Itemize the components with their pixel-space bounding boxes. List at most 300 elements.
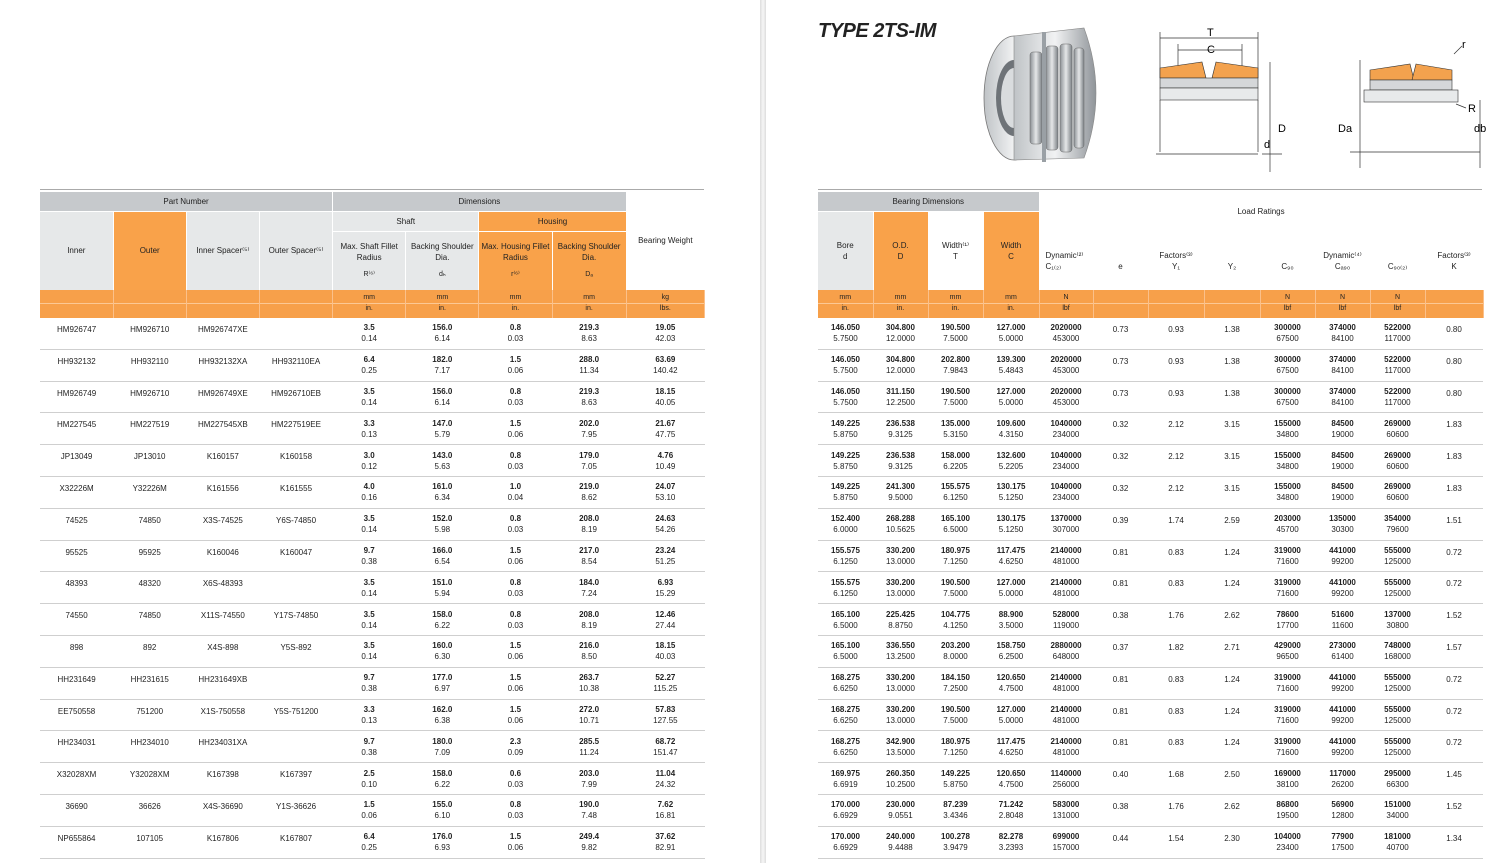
dynamic-c90-metric: 429000 [1274, 641, 1301, 651]
inner-spacer: X4S-898 [186, 635, 259, 667]
dynamic-ca90-metric: 441000 [1329, 673, 1356, 683]
dynamic-c90-2 [1370, 413, 1425, 445]
dynamic-ca90 [1315, 604, 1370, 636]
unit-imperial [187, 303, 259, 304]
dynamic-c1-imperial: 648000 [1052, 652, 1080, 662]
dynamic-ca90-metric: 374000 [1329, 323, 1356, 333]
bore [818, 826, 873, 858]
dynamic-ca90-imperial: 19000 [1331, 461, 1354, 471]
outer-part-number: Y32028XM [113, 763, 186, 795]
bore-metric: 165.100 [831, 609, 860, 619]
housing-fillet-radius [479, 318, 552, 350]
outer-diameter [873, 413, 928, 445]
width-t-imperial: 7.1250 [943, 747, 968, 757]
width-t [928, 445, 983, 477]
factor-e: 0.39 [1093, 508, 1148, 540]
table-row [818, 667, 1483, 699]
outer-diameter-metric: 236.538 [886, 450, 915, 460]
outer-diameter [873, 540, 928, 572]
outer-diameter-imperial: 13.0000 [886, 715, 915, 725]
housing-fillet-radius-imperial: 0.06 [507, 684, 524, 694]
dynamic-c1-imperial: 234000 [1052, 493, 1080, 503]
dynamic-c90-metric: 300000 [1274, 323, 1301, 333]
group-housing: Housing [479, 212, 626, 232]
housing-fillet-radius [479, 540, 552, 572]
label-T: T [1207, 27, 1214, 39]
housing-backing-diameter-imperial: 8.63 [581, 334, 597, 344]
unit-imperial: in. [818, 303, 873, 314]
inner-spacer: K161556 [186, 476, 259, 508]
width-c-imperial: 4.3150 [998, 429, 1024, 439]
width-t-imperial: 7.5000 [943, 397, 968, 407]
factor-k: 0.72 [1425, 667, 1483, 699]
outer-part-number: Y32226M [113, 476, 186, 508]
dynamic-ca90-imperial: 11600 [1331, 620, 1354, 630]
width-t-metric: 165.100 [941, 514, 970, 524]
housing-backing-diameter [552, 763, 626, 795]
group-dimensions: Dimensions [333, 192, 627, 212]
bore-imperial: 5.8750 [833, 461, 858, 471]
dynamic-c1-metric: 1040000 [1050, 482, 1082, 492]
factor-e: 0.40 [1093, 763, 1148, 795]
outer-part-number: 74850 [113, 508, 186, 540]
bearing-weight-imperial: 16.81 [655, 811, 676, 821]
width-t-metric: 180.975 [941, 736, 970, 746]
dynamic-ca90 [1315, 508, 1370, 540]
dynamic-c1-metric: 2140000 [1050, 736, 1082, 746]
factor-y1: 0.93 [1148, 318, 1204, 350]
shaft-backing-diameter [406, 349, 479, 381]
inner-part-number: X32226M [40, 476, 113, 508]
shaft-fillet-radius [333, 349, 406, 381]
table-row [818, 699, 1483, 731]
housing-backing-diameter-metric: 208.0 [579, 514, 600, 524]
outer-diameter [873, 794, 928, 826]
inner-spacer: HM227545XB [186, 413, 259, 445]
width-t-imperial: 6.2205 [943, 461, 968, 471]
shaft-backing-diameter-imperial: 6.14 [434, 397, 451, 407]
bore-imperial: 6.0000 [833, 525, 858, 535]
unit-cell [1370, 290, 1425, 318]
units-row [818, 290, 1483, 318]
dynamic-c1 [1039, 476, 1093, 508]
shaft-fillet-radius [333, 476, 406, 508]
unit-cell [1148, 290, 1204, 318]
group-factors-2: Factors⁽³⁾ [1437, 250, 1471, 260]
width-t-metric: 100.278 [941, 832, 970, 842]
table-row [40, 572, 705, 604]
dynamic-c1-metric: 2020000 [1050, 355, 1082, 365]
outer-diameter [873, 318, 928, 350]
dynamic-c1-imperial: 234000 [1052, 429, 1080, 439]
inner-part-number: HM227545 [40, 413, 113, 445]
housing-backing-diameter [552, 635, 626, 667]
dynamic-c90-2-metric: 555000 [1384, 577, 1411, 587]
shaft-fillet-radius-imperial: 0.14 [361, 652, 377, 662]
dynamic-c90 [1260, 381, 1315, 413]
factor-y2: 1.38 [1204, 349, 1260, 381]
width-t-metric: 202.800 [941, 355, 970, 365]
housing-fillet-radius-imperial: 0.03 [507, 779, 524, 789]
bearing-weight-metric: 24.07 [655, 482, 676, 492]
factor-e: 0.81 [1093, 540, 1148, 572]
outer-diameter-imperial: 8.8750 [888, 620, 913, 630]
unit-imperial: in. [333, 303, 405, 314]
col-symbol: R⁽⁶⁾ [363, 271, 375, 279]
housing-fillet-radius-imperial: 0.06 [507, 366, 524, 376]
factor-y1: 1.82 [1148, 635, 1204, 667]
width-c-imperial: 4.7500 [998, 779, 1024, 789]
housing-fillet-radius-metric: 1.0 [509, 482, 522, 492]
table-row [40, 445, 705, 477]
shaft-backing-diameter-imperial: 6.22 [434, 620, 451, 630]
bearing-weight [626, 794, 704, 826]
width-t-metric: 190.500 [941, 704, 970, 714]
width-c-imperial: 5.0000 [998, 397, 1024, 407]
factor-y1: 0.83 [1148, 572, 1204, 604]
units-row [40, 290, 705, 318]
width-c-imperial: 5.0000 [998, 715, 1024, 725]
table-row [40, 826, 705, 858]
housing-fillet-radius-imperial: 0.06 [507, 556, 524, 566]
outer-diameter-imperial: 12.0000 [886, 334, 915, 344]
bore [818, 731, 873, 763]
col-outer-spacer [259, 212, 332, 290]
factor-y1: 1.76 [1148, 604, 1204, 636]
width-t [928, 572, 983, 604]
group-shaft: Shaft [333, 212, 479, 232]
shaft-backing-diameter [406, 826, 479, 858]
dynamic-ca90-imperial: 17500 [1331, 843, 1354, 853]
bearing-weight-metric: 7.62 [657, 800, 674, 810]
bearing-weight-imperial: 115.25 [653, 684, 678, 694]
width-c-metric: 127.000 [996, 704, 1026, 714]
bearing-weight-imperial: 10.49 [655, 461, 676, 471]
housing-backing-diameter-metric: 249.4 [579, 832, 600, 842]
width-t-imperial: 6.1250 [943, 493, 968, 503]
dynamic-ca90-metric: 51600 [1331, 609, 1354, 619]
dynamic-c1-imperial: 119000 [1052, 620, 1080, 630]
housing-backing-diameter [552, 794, 626, 826]
dynamic-c90-2 [1370, 699, 1425, 731]
shaft-fillet-radius-imperial: 0.38 [361, 556, 377, 566]
outer-part-number: HH231615 [113, 667, 186, 699]
dynamic-c90-imperial: 67500 [1276, 397, 1299, 407]
outer-diameter [873, 731, 928, 763]
dynamic-c1-metric: 2020000 [1050, 323, 1082, 333]
width-c-imperial: 5.2205 [998, 461, 1024, 471]
housing-fillet-radius-metric: 0.8 [509, 609, 522, 619]
dynamic-c90-imperial: 19500 [1276, 811, 1299, 821]
housing-backing-diameter-metric: 203.0 [579, 768, 600, 778]
dynamic-c90-imperial: 96500 [1276, 652, 1299, 662]
unit-metric: mm [839, 294, 852, 301]
outer-part-number: 74850 [113, 604, 186, 636]
width-t-metric: 155.575 [941, 482, 970, 492]
housing-fillet-radius [479, 826, 552, 858]
dynamic-ca90-metric: 56900 [1331, 800, 1354, 810]
dynamic-c90-2-metric: 748000 [1384, 641, 1411, 651]
inner-part-number: 36690 [40, 794, 113, 826]
bearing-weight [626, 667, 704, 699]
factor-y1: 0.83 [1148, 540, 1204, 572]
housing-backing-diameter-metric: 263.7 [579, 673, 600, 683]
inner-part-number: JP13049 [40, 445, 113, 477]
table-row [818, 476, 1483, 508]
dynamic-c90-2-imperial: 125000 [1384, 556, 1411, 566]
housing-fillet-radius-metric: 1.5 [509, 673, 522, 683]
housing-backing-diameter-imperial: 7.48 [581, 811, 597, 821]
dynamic-c90-2 [1370, 604, 1425, 636]
dynamic-ca90 [1315, 413, 1370, 445]
width-t [928, 604, 983, 636]
width-t-metric: 158.000 [941, 450, 970, 460]
shaft-fillet-radius [333, 667, 406, 699]
table-row [40, 508, 705, 540]
bearing-weight-imperial: 53.10 [655, 493, 676, 503]
housing-backing-diameter-imperial: 8.19 [581, 525, 597, 535]
dynamic-c90 [1260, 794, 1315, 826]
dynamic-c90-metric: 319000 [1274, 673, 1301, 683]
factor-y1: 0.83 [1148, 699, 1204, 731]
housing-backing-diameter [552, 413, 626, 445]
bore-imperial: 6.6250 [833, 715, 858, 725]
bearing-weight [626, 318, 704, 350]
housing-fillet-radius-metric: 1.5 [509, 418, 522, 428]
dynamic-c90-2-metric: 269000 [1384, 450, 1411, 460]
width-t [928, 731, 983, 763]
bearing-section-diagram-2 [1330, 40, 1490, 180]
label-C: C [1207, 44, 1215, 56]
group-factors-1: Factors⁽³⁾ [1159, 250, 1193, 260]
dynamic-c1-imperial: 453000 [1052, 397, 1080, 407]
bearing-weight-imperial: 40.05 [655, 397, 676, 407]
col-symbol: d [843, 251, 848, 261]
unit-metric: mm [509, 294, 522, 301]
housing-fillet-radius-imperial: 0.06 [507, 843, 524, 853]
factor-y1: 0.93 [1148, 349, 1204, 381]
housing-fillet-radius [479, 699, 552, 731]
col-od [873, 212, 928, 290]
outer-diameter-metric: 260.350 [886, 768, 915, 778]
table-row [818, 763, 1483, 795]
dynamic-c90-2 [1370, 794, 1425, 826]
shaft-fillet-radius-imperial: 0.14 [361, 334, 377, 344]
bearing-weight [626, 604, 704, 636]
width-c [983, 349, 1039, 381]
bore [818, 381, 873, 413]
inner-part-number: HH234031 [40, 731, 113, 763]
bearing-weight-metric: 12.46 [655, 609, 676, 619]
width-t [928, 540, 983, 572]
dynamic-c90-metric: 203000 [1274, 514, 1301, 524]
housing-backing-diameter-imperial: 10.71 [579, 715, 600, 725]
outer-spacer: Y17S-74850 [259, 604, 332, 636]
label-r: r [1462, 40, 1466, 51]
width-c [983, 731, 1039, 763]
housing-backing-diameter-metric: 179.0 [579, 450, 600, 460]
housing-backing-diameter-imperial: 7.95 [581, 429, 597, 439]
inner-part-number: HH231649 [40, 667, 113, 699]
shaft-backing-diameter-metric: 176.0 [432, 832, 453, 842]
shaft-fillet-radius-metric: 3.5 [363, 641, 375, 651]
unit-metric: mm [583, 294, 595, 301]
width-c-imperial: 5.1250 [998, 493, 1024, 503]
shaft-backing-diameter-imperial: 6.10 [434, 811, 451, 821]
col-symbol: Cₐ₉₀ [1334, 261, 1351, 271]
dynamic-c90-2-imperial: 125000 [1384, 715, 1411, 725]
width-t [928, 381, 983, 413]
col-c90-2 [1370, 232, 1425, 290]
dynamic-ca90-metric: 441000 [1329, 736, 1356, 746]
housing-backing-diameter-metric: 184.0 [579, 577, 600, 587]
housing-fillet-radius [479, 349, 552, 381]
dynamic-c90-2-imperial: 117000 [1384, 334, 1411, 344]
col-label: Inner Spacer⁽⁵⁾ [196, 246, 250, 256]
outer-spacer: K161555 [259, 476, 332, 508]
factor-k: 1.34 [1425, 826, 1483, 858]
shaft-backing-diameter [406, 572, 479, 604]
unit-imperial: in. [406, 303, 478, 314]
table-row [818, 826, 1483, 858]
dynamic-c90-imperial: 38100 [1276, 779, 1299, 789]
unit-imperial: in. [984, 303, 1039, 314]
dynamic-ca90 [1315, 572, 1370, 604]
table-row [818, 381, 1483, 413]
width-c [983, 445, 1039, 477]
label-R: R [1468, 103, 1476, 115]
dynamic-c1-imperial: 481000 [1052, 747, 1080, 757]
dynamic-c90-2-metric: 522000 [1384, 323, 1411, 333]
width-c [983, 540, 1039, 572]
dynamic-ca90-metric: 441000 [1329, 704, 1356, 714]
shaft-backing-diameter [406, 413, 479, 445]
dynamic-c90-2 [1370, 349, 1425, 381]
outer-diameter [873, 667, 928, 699]
inner-part-number: 74550 [40, 604, 113, 636]
housing-fillet-radius-metric: 1.5 [509, 545, 522, 555]
outer-diameter-imperial: 9.3125 [888, 429, 913, 439]
unit-cell [333, 290, 406, 318]
housing-fillet-radius [479, 731, 552, 763]
dynamic-c90 [1260, 604, 1315, 636]
unit-imperial: lbf [1371, 303, 1425, 314]
factor-y1: 1.68 [1148, 763, 1204, 795]
bore [818, 508, 873, 540]
bearing-weight-imperial: 127.55 [653, 715, 678, 725]
dynamic-ca90-metric: 273000 [1329, 641, 1356, 651]
factor-e: 0.73 [1093, 349, 1148, 381]
dynamic-c90 [1260, 540, 1315, 572]
bore [818, 540, 873, 572]
dynamic-c90-2 [1370, 381, 1425, 413]
dynamic-c90-imperial: 67500 [1276, 366, 1299, 376]
outer-diameter-imperial: 13.0000 [886, 588, 915, 598]
dynamic-ca90-imperial: 99200 [1331, 588, 1354, 598]
dynamic-ca90-metric: 84500 [1331, 418, 1354, 428]
shaft-fillet-radius-metric: 3.5 [363, 514, 375, 524]
table-row [818, 604, 1483, 636]
outer-part-number: 36626 [113, 794, 186, 826]
label-Da: Da [1338, 123, 1353, 135]
dynamic-c90-2-metric: 555000 [1384, 704, 1411, 714]
dynamic-c1 [1039, 381, 1093, 413]
outer-diameter-metric: 225.425 [886, 609, 915, 619]
factor-y2: 1.24 [1204, 540, 1260, 572]
bearing-weight-metric: 24.63 [655, 514, 676, 524]
outer-spacer [259, 318, 332, 350]
housing-fillet-radius-metric: 1.5 [509, 704, 522, 714]
housing-backing-diameter-metric: 190.0 [579, 800, 600, 810]
bore-metric: 165.100 [831, 641, 860, 651]
col-label: Bearing Weight [638, 236, 693, 246]
shaft-fillet-radius [333, 445, 406, 477]
outer-part-number: 751200 [113, 699, 186, 731]
dynamic-ca90-imperial: 26200 [1331, 779, 1354, 789]
dynamic-c90-2-imperial: 60600 [1386, 461, 1409, 471]
housing-backing-diameter [552, 381, 626, 413]
housing-backing-diameter [552, 445, 626, 477]
col-y1 [1148, 232, 1204, 290]
group-dynamic-1: Dynamic⁽²⁾ [1045, 250, 1084, 260]
dynamic-c90-2-metric: 555000 [1384, 545, 1411, 555]
factor-y1: 1.76 [1148, 794, 1204, 826]
table-row [818, 635, 1483, 667]
factor-y2: 3.15 [1204, 476, 1260, 508]
inner-part-number: NP655864 [40, 826, 113, 858]
table-row [40, 413, 705, 445]
width-t [928, 826, 983, 858]
dynamic-c90-2-metric: 269000 [1384, 418, 1411, 428]
unit-cell [186, 290, 259, 318]
width-c-metric: 120.650 [996, 768, 1026, 778]
outer-diameter-imperial: 13.0000 [886, 556, 915, 566]
outer-diameter-metric: 330.200 [886, 577, 915, 587]
bearing-weight [626, 508, 704, 540]
inner-spacer: X11S-74550 [186, 604, 259, 636]
unit-imperial: in. [929, 303, 983, 314]
width-c [983, 604, 1039, 636]
table-row [40, 667, 705, 699]
housing-backing-diameter-imperial: 7.24 [581, 588, 597, 598]
unit-metric: N [1340, 294, 1346, 301]
factor-y2: 1.24 [1204, 667, 1260, 699]
housing-fillet-radius-metric: 0.8 [509, 577, 522, 587]
outer-diameter-metric: 311.150 [886, 386, 915, 396]
dynamic-c90-2 [1370, 318, 1425, 350]
bearing-weight-metric: 21.67 [655, 418, 676, 428]
dynamic-ca90-metric: 441000 [1329, 577, 1356, 587]
width-t [928, 667, 983, 699]
shaft-fillet-radius-imperial: 0.25 [361, 366, 377, 376]
housing-backing-diameter [552, 731, 626, 763]
bore-imperial: 6.6250 [833, 684, 858, 694]
col-symbol: dₕ [438, 271, 446, 279]
outer-diameter-metric: 304.800 [886, 323, 915, 333]
factor-y2: 2.59 [1204, 508, 1260, 540]
col-label: O.D. [892, 240, 909, 250]
dynamic-c1-metric: 1040000 [1050, 418, 1082, 428]
bore-imperial: 5.7500 [833, 334, 858, 344]
dynamic-ca90-imperial: 99200 [1331, 747, 1354, 757]
dynamic-c90-imperial: 71600 [1276, 588, 1299, 598]
dynamic-c90-2-imperial: 79600 [1386, 525, 1409, 535]
dynamic-ca90 [1315, 476, 1370, 508]
dynamic-c1-imperial: 481000 [1052, 715, 1080, 725]
inner-part-number: HH932132 [40, 349, 113, 381]
factor-y2: 2.62 [1204, 604, 1260, 636]
col-inner [40, 212, 113, 290]
